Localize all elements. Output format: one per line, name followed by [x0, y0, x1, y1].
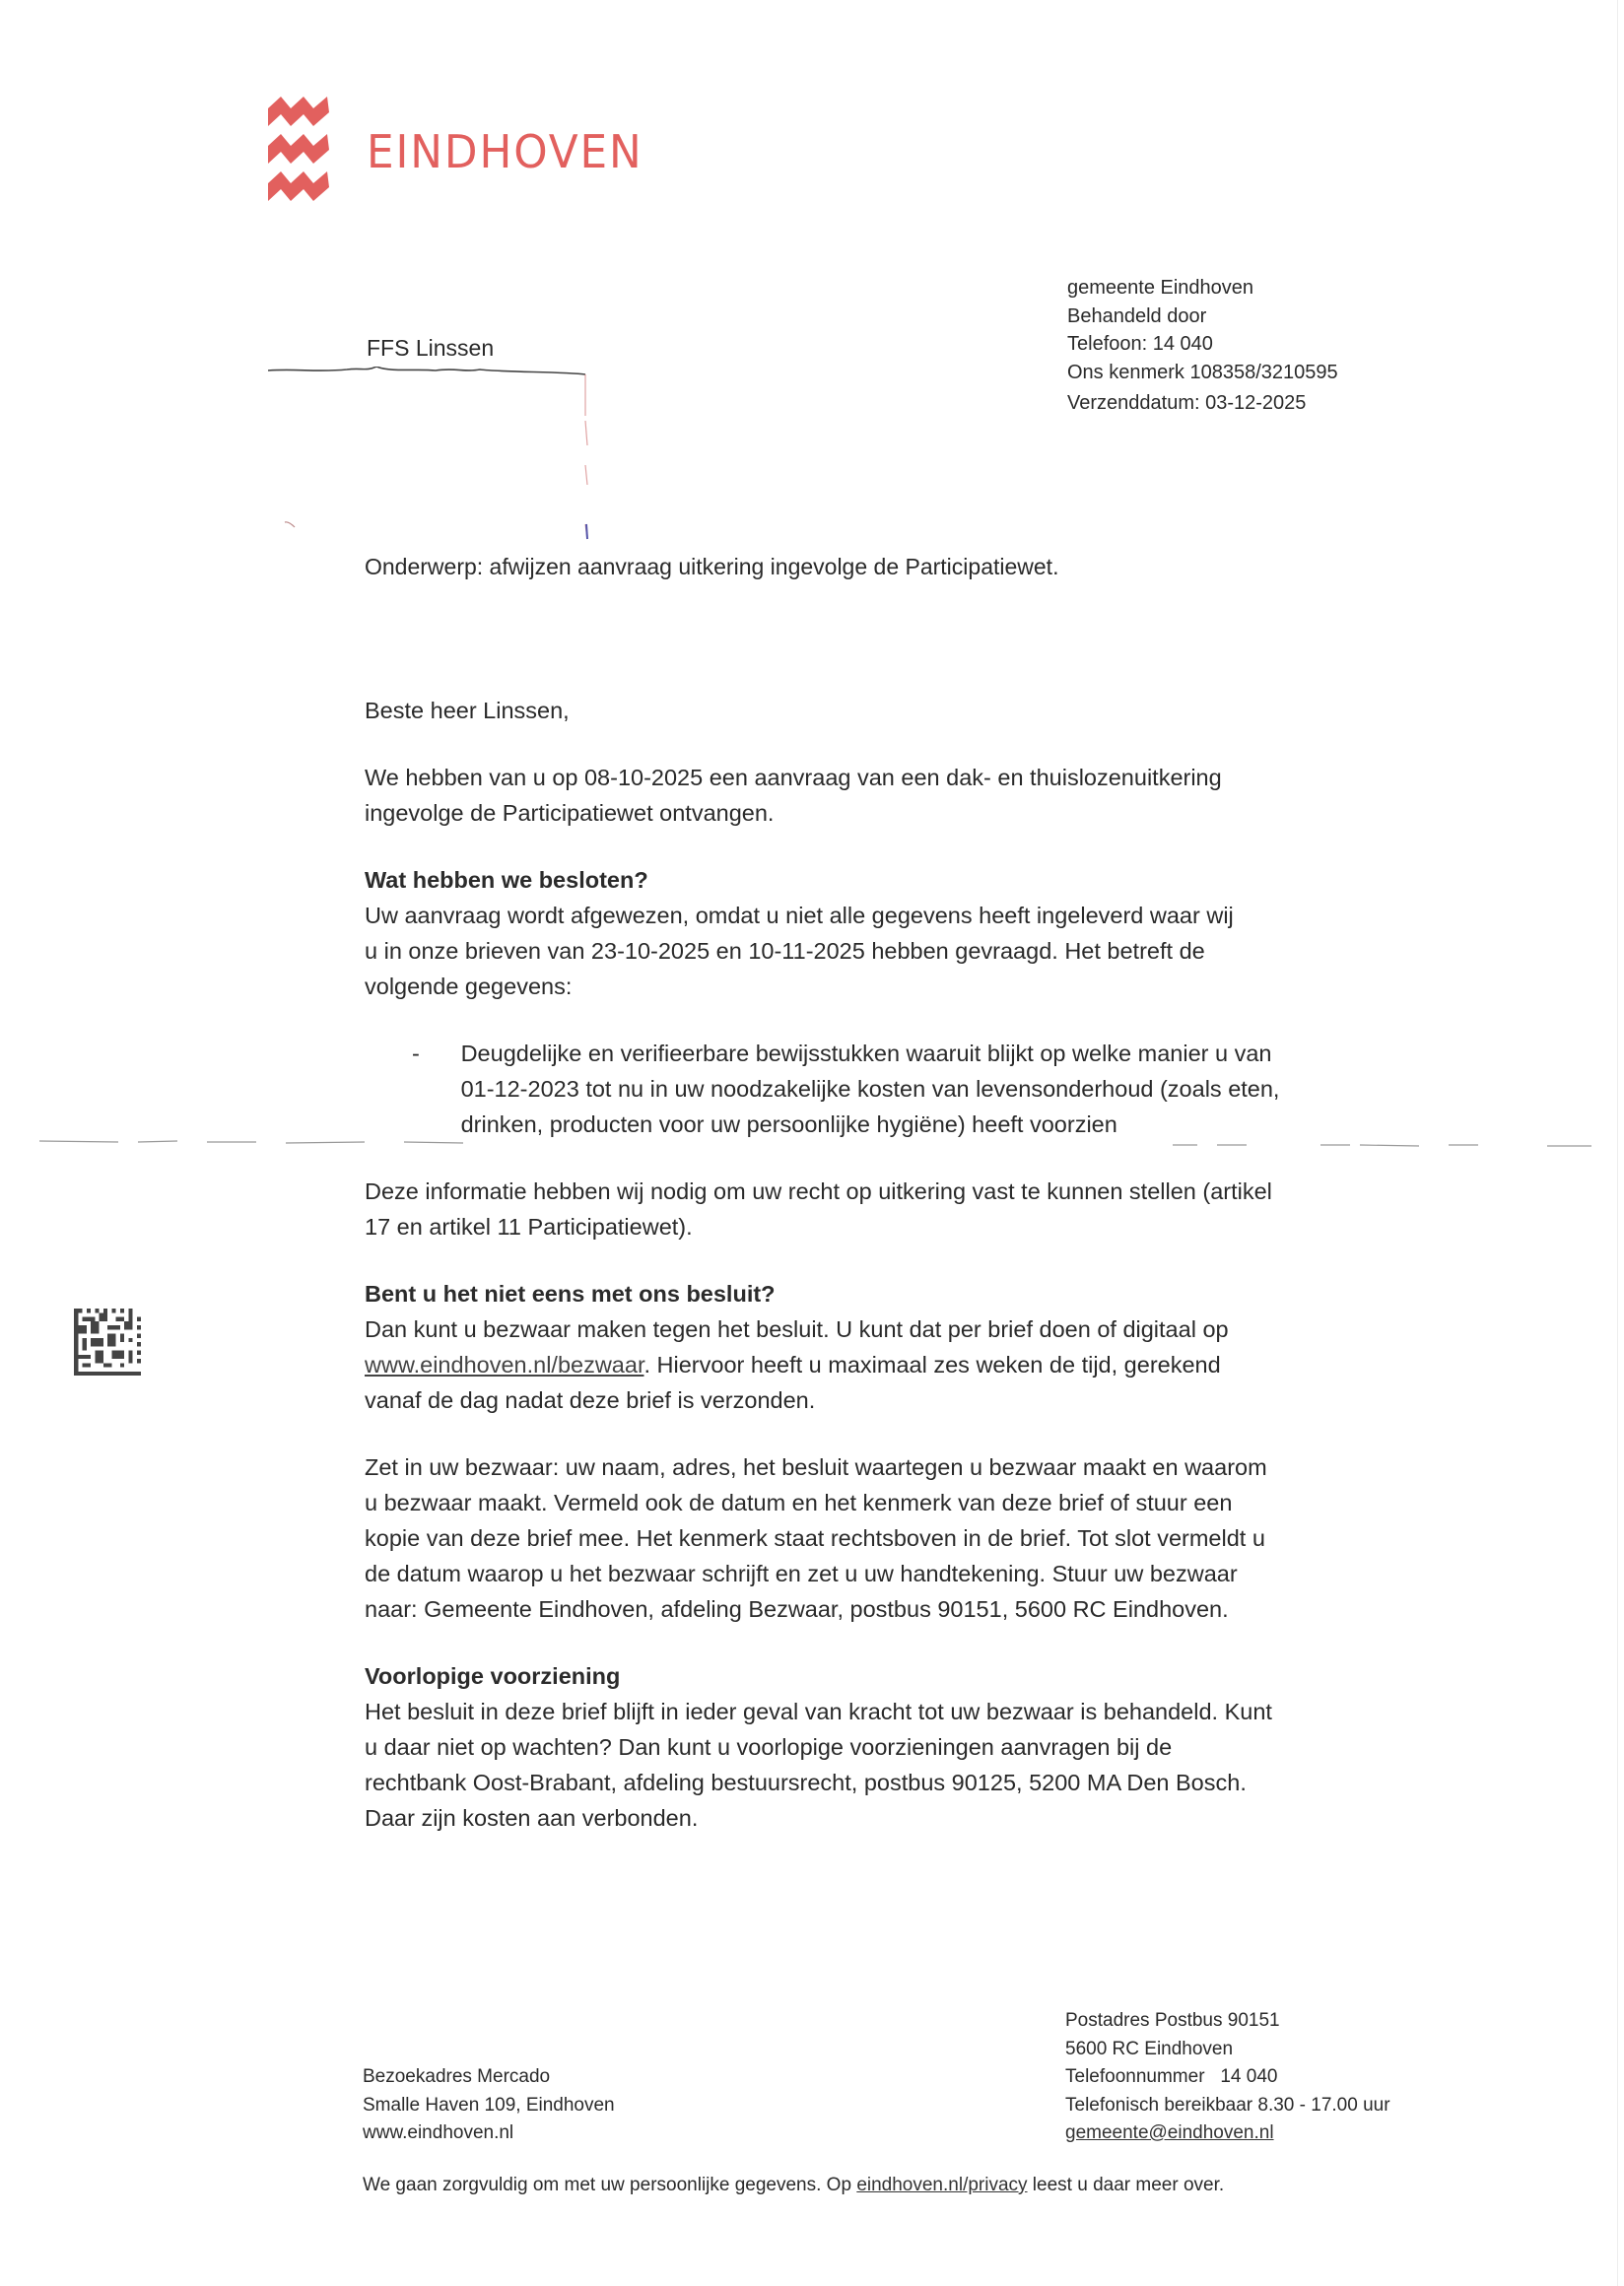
municipality-logo: [266, 95, 657, 203]
intro-line: ingevolge de Participatiewet ontvangen.: [365, 800, 775, 826]
page-edge: [1617, 0, 1618, 2286]
logo-wordmark: EINDHOVEN: [367, 125, 643, 178]
visit-address: [363, 2063, 615, 2148]
objection-line: Dan kunt u bezwaar maken tegen het besluit. U kunt dat per brief doen of digitaal op: [365, 1316, 1229, 1342]
postal-address-line: Postadres Postbus 90151: [1065, 2010, 1280, 2031]
objection-line: [365, 1347, 1350, 1382]
instruction-line: Zet in uw bezwaar: uw naam, adres, het besluit waartegen u bezwaar maakt en waarom: [365, 1454, 1267, 1480]
phone-number: Telefoonnummer 14 040: [1065, 2066, 1278, 2087]
objection-line: vanaf de dag nadat deze brief is verzonden.: [365, 1387, 816, 1413]
instruction-line: naar: Gemeente Eindhoven, afdeling Bezwaar, postbus 90151, 5600 RC Eindhoven.: [365, 1596, 1229, 1622]
provisional-line: Daar zijn kosten aan verbonden.: [365, 1805, 699, 1831]
decision-line: Uw aanvraag wordt afgewezen, omdat u niet alle gegevens heeft ingeleverd waar wij: [365, 903, 1234, 928]
reference-number: Ons kenmerk 108358/3210595: [1067, 361, 1338, 383]
intro-line: We hebben van u op 08-10-2025 een aanvraag van een dak- en thuislozenuitkering: [365, 765, 1222, 790]
scan-artifact: [284, 520, 296, 528]
salutation: Beste heer Linssen,: [365, 698, 570, 723]
letter-body: [365, 693, 1350, 1836]
sender-organisation: gemeente Eindhoven: [1067, 277, 1254, 299]
sender-block: [1067, 274, 1338, 418]
objection-line-rest: . Hiervoor heeft u maximaal zes weken de tijd, gerekend: [643, 1352, 1221, 1378]
bullet-line: 01-12-2023 tot nu in uw noodzakelijke kosten van levensonderhoud (zoals eten,: [460, 1076, 1280, 1102]
instruction-line: u bezwaar maakt. Vermeld ook de datum en het kenmerk van deze brief of stuur een: [365, 1490, 1233, 1515]
bullet-marker: -: [412, 1041, 420, 1066]
bullet-line: drinken, producten voor uw persoonlijke hygiëne) heeft voorzien: [460, 1111, 1117, 1137]
postal-city: 5600 RC Eindhoven: [1065, 2038, 1234, 2059]
postal-address: [1065, 2007, 1390, 2148]
decision-heading: Wat hebben we besloten?: [365, 867, 648, 893]
subject-line: Onderwerp: afwijzen aanvraag uitkering ingevolge de Participatiewet.: [365, 554, 1059, 579]
visit-address-street: Smalle Haven 109, Eindhoven: [363, 2094, 615, 2116]
reason-line: 17 en artikel 11 Participatiewet).: [365, 1214, 693, 1240]
instruction-line: kopie van deze brief mee. Het kenmerk staat rechtsboven in de brief. Tot slot vermeldt u: [365, 1525, 1265, 1551]
provisional-line: rechtbank Oost-Brabant, afdeling bestuursrecht, postbus 90125, 5200 MA Den Bosch.: [365, 1770, 1247, 1795]
required-document-item: [412, 1036, 1350, 1142]
provisional-heading: Voorlopige voorziening: [365, 1663, 621, 1689]
instruction-line: de datum waarop u het bezwaar schrijft en zet u uw handtekening. Stuur uw bezwaar: [365, 1561, 1238, 1586]
recipient-name: FFS Linssen: [367, 335, 495, 361]
decision-line: volgende gegevens:: [365, 974, 573, 999]
privacy-text: We gaan zorgvuldig om met uw persoonlijke gegevens. Op: [363, 2175, 857, 2195]
decision-line: u in onze brieven van 23-10-2025 en 10-11-2025 hebben gevraagd. Het betreft de: [365, 938, 1205, 964]
objection-link[interactable]: www.eindhoven.nl/bezwaar: [365, 1352, 644, 1378]
sender-phone: Telefoon: 14 040: [1067, 333, 1213, 355]
provisional-line: u daar niet op wachten? Dan kunt u voorlopige voorzieningen aanvragen bij de: [365, 1734, 1173, 1760]
envelope-window-edge: [268, 367, 589, 544]
email-link[interactable]: gemeente@eindhoven.nl: [1065, 2122, 1274, 2143]
waves-logo-icon: [266, 95, 335, 203]
privacy-link[interactable]: eindhoven.nl/privacy: [856, 2175, 1028, 2195]
privacy-notice: [363, 2175, 1224, 2196]
handled-by: Behandeld door: [1067, 304, 1207, 327]
provisional-line: Het besluit in deze brief blijft in ieder geval van kracht tot uw bezwaar is behandeld. Kunt: [365, 1699, 1272, 1724]
privacy-text-end: leest u daar meer over.: [1027, 2175, 1225, 2195]
bullet-line: Deugdelijke en verifieerbare bewijsstukken waaruit blijkt op welke manier u van: [460, 1041, 1272, 1066]
visit-address-label: Bezoekadres Mercado: [363, 2066, 551, 2087]
website-link[interactable]: www.eindhoven.nl: [363, 2122, 514, 2143]
phone-hours: Telefonisch bereikbaar 8.30 - 17.00 uur: [1065, 2094, 1390, 2116]
reason-line: Deze informatie hebben wij nodig om uw recht op uitkering vast te kunnen stellen (artikel: [365, 1178, 1272, 1204]
datamatrix-code-icon: [74, 1309, 141, 1376]
send-date: Verzenddatum: 03-12-2025: [1067, 392, 1307, 414]
objection-heading: Bent u het niet eens met ons besluit?: [365, 1281, 776, 1307]
